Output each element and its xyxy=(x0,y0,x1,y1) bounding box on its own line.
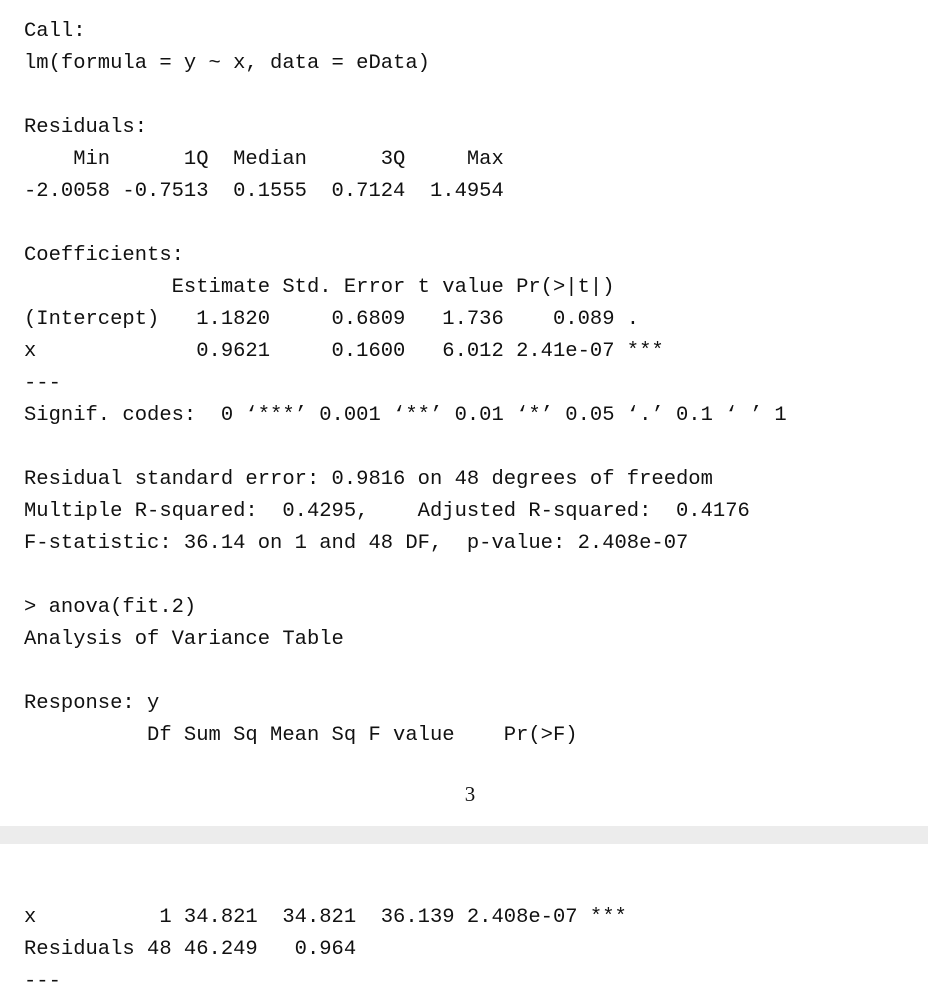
page-number: 3 xyxy=(464,782,476,806)
text-line: Estimate Std. Error t value Pr(>|t|) xyxy=(24,276,664,299)
text-line: --- xyxy=(24,372,61,395)
page-4 xyxy=(0,844,928,1002)
text-line: x 0.9621 0.1600 6.012 2.41e-07 *** xyxy=(24,340,664,363)
text-line: Min 1Q Median 3Q Max xyxy=(24,148,517,171)
page-separator xyxy=(0,826,928,844)
text-line: Residuals: xyxy=(24,116,148,139)
text-line: (Intercept) 1.1820 0.6809 1.736 0.089 . xyxy=(24,308,664,331)
text-line: lm(formula = y ~ x, data = eData) xyxy=(24,52,430,75)
text-line: Response: y xyxy=(24,692,160,715)
text-line: -2.0058 -0.7513 0.1555 0.7124 1.4954 xyxy=(24,180,517,203)
text-line: Multiple R-squared: 0.4295, Adjusted R-squared: 0.4176 xyxy=(24,500,763,523)
text-line: Df Sum Sq Mean Sq F value Pr(>F) xyxy=(24,724,627,747)
text-line: Signif. codes: 0 ‘***’ 0.001 ‘**’ 0.01 ‘*’ 0.05 ‘.’ 0.1 ‘ ’ 1 xyxy=(24,404,787,427)
text-line: F-statistic: 36.14 on 1 and 48 DF, p-value: 2.408e-07 xyxy=(24,532,689,555)
text-line: Analysis of Variance Table xyxy=(24,628,344,651)
text-line: Coefficients: xyxy=(24,244,184,267)
text-line: Call: xyxy=(24,20,86,43)
text-line: > anova(fit.2) xyxy=(24,596,197,619)
text-line: Residual standard error: 0.9816 on 48 degrees of freedom xyxy=(24,468,713,491)
text-line: Residuals 48 46.249 0.964 xyxy=(24,938,627,961)
text-line: x 1 34.821 34.821 36.139 2.408e-07 *** xyxy=(24,906,627,929)
text-line: --- xyxy=(24,970,61,993)
